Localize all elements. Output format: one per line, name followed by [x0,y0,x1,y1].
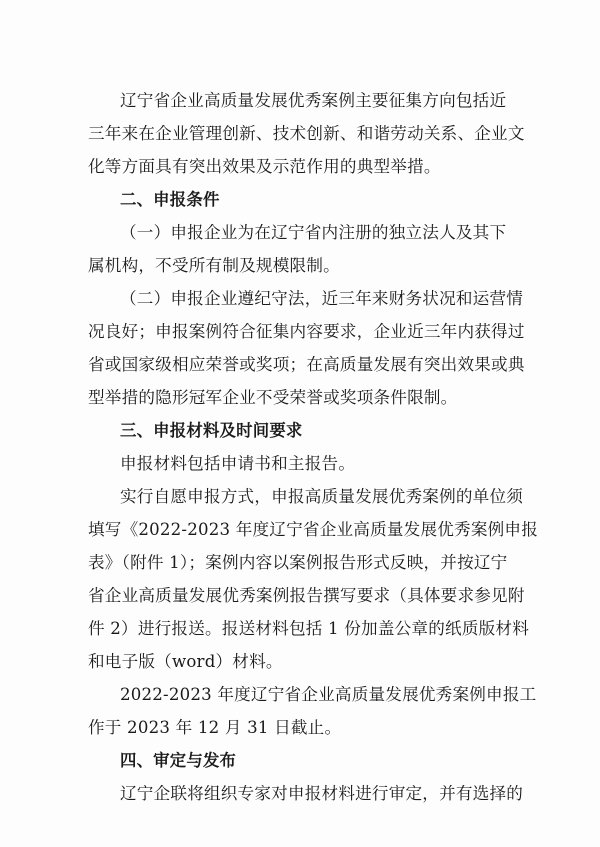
section-4-heading: 四、审定与发布 [120,751,237,770]
intro-line-1: 辽宁省企业高质量发展优秀案例主要征集方向包括近 [120,91,507,110]
intro-line-2: 三年来在企业管理创新、技术创新、和谐劳动关系、企业文 [88,124,525,143]
section-2-item-2-line-4: 型举措的隐形冠军企业不受荣誉或奖项条件限制。 [88,388,458,407]
section-3-para-2-line-5: 件 2）进行报送。报送材料包括 1 份加盖公章的纸质版材料 [88,619,529,638]
section-2-item-1-line-2: 属机构，不受所有制及规模限制。 [88,256,340,275]
section-3-para-2-line-6: 和电子版（word）材料。 [88,652,283,671]
section-4-para-1-line-1: 辽宁企联将组织专家对申报材料进行审定，并有选择的 [120,784,524,803]
section-3-para-2-line-4: 省企业高质量发展优秀案例报告撰写要求（具体要求参见附 [88,586,525,605]
section-3-heading: 三、申报材料及时间要求 [120,421,303,440]
section-2-item-1-line-1: （一）申报企业为在辽宁省内注册的独立法人及其下 [120,223,507,242]
section-2-heading: 二、申报条件 [120,190,220,209]
section-3-para-2-line-2: 填写《2022-2023 年度辽宁省企业高质量发展优秀案例申报 [88,520,539,539]
section-3-para-2-line-1: 实行自愿申报方式，申报高质量发展优秀案例的单位须 [120,487,524,506]
section-3-para-1: 申报材料包括申请书和主报告。 [120,454,356,473]
section-3-para-2-line-3: 表》（附件 1）；案例内容以案例报告形式反映，并按辽宁 [88,553,508,572]
section-2-item-2-line-1: （二）申报企业遵纪守法，近三年来财务状况和运营情 [120,289,524,308]
section-3-para-3-line-1: 2022-2023 年度辽宁省企业高质量发展优秀案例申报工 [120,685,537,704]
section-3-para-3-line-2: 作于 2023 年 12 月 31 日截止。 [88,718,342,737]
intro-line-3: 化等方面具有突出效果及示范作用的典型举措。 [88,157,441,176]
section-2-item-2-line-2: 况良好；申报案例符合征集内容要求，企业近三年内获得过 [88,322,525,341]
section-2-item-2-line-3: 省或国家级相应荣誉或奖项；在高质量发展有突出效果或典 [88,355,525,374]
